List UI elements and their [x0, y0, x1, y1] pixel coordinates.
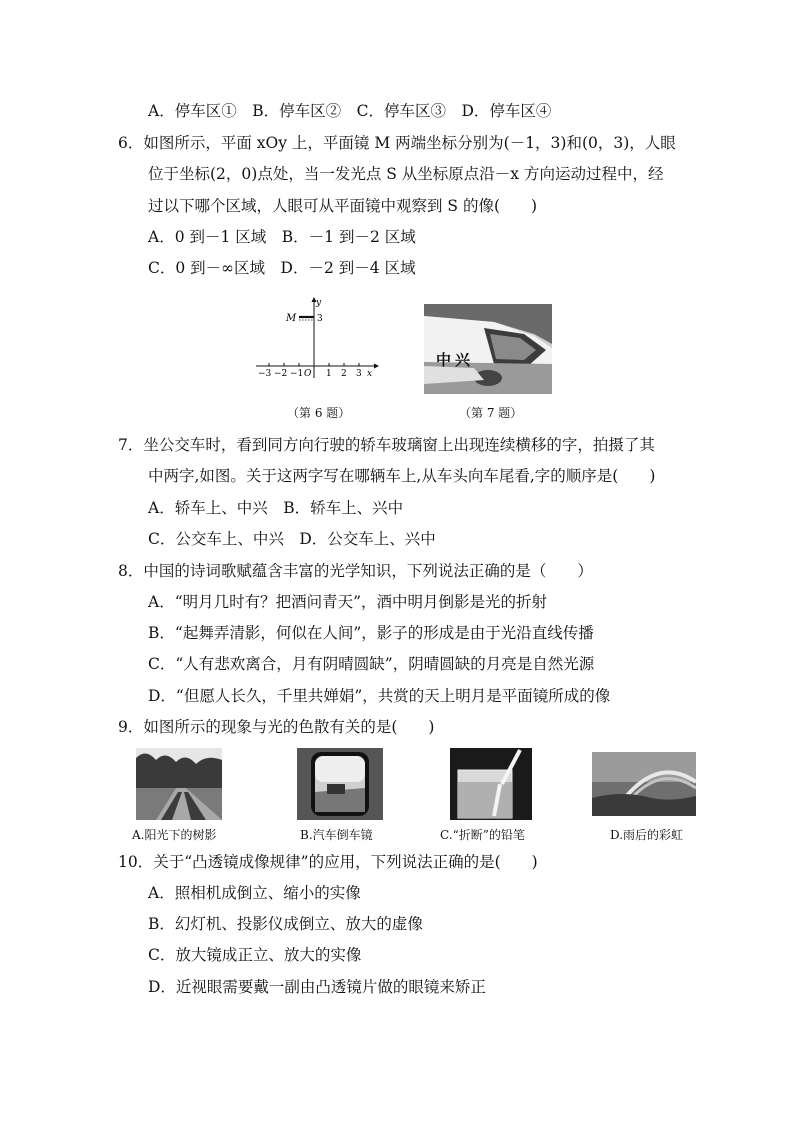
q6-figure-caption: （第 6 题） — [287, 406, 351, 420]
origin-label: O — [304, 369, 312, 379]
q5-options: A．停车区① B．停车区② C．停车区③ D．停车区④ — [148, 102, 552, 120]
q7-car-photo — [424, 304, 552, 394]
q10-option-d: D．近视眼需要戴一副由凸透镜片做的眼镜来矫正 — [148, 978, 486, 996]
x-tick-label: −3 — [258, 369, 272, 379]
q7-figure-caption: （第 7 题） — [459, 406, 523, 420]
mirror-label: M — [286, 313, 297, 324]
x-tick-label: 1 — [326, 369, 332, 379]
q6-options-ab: A．0 到－1 区域 B．－1 到－2 区域 — [148, 228, 416, 246]
q10-option-b: B．幻灯机、投影仪成倒立、放大的虚像 — [148, 915, 423, 933]
q9-photo-rear-mirror — [297, 748, 383, 820]
y-tick-label: 3 — [317, 314, 323, 324]
y-axis-label: y — [316, 298, 322, 308]
x-axis-label: x — [367, 369, 373, 379]
q9-caption-c: C.“折断”的铅笔 — [440, 828, 525, 842]
q10-stem: 10．关于“凸透镜成像规律”的应用，下列说法正确的是( ) — [118, 853, 538, 871]
q7-options-cd: C．公交车上、中兴 D．公交车上、兴中 — [148, 530, 436, 548]
q7-stem-line1: 7．坐公交车时，看到同方向行驶的轿车玻璃窗上出现连续横移的字，拍摄了其 — [118, 436, 655, 454]
x-tick-label: 3 — [356, 369, 362, 379]
q9-caption-d: D.雨后的彩虹 — [610, 828, 684, 842]
q8-option-a: A．“明月几时有？把酒问青天”，酒中明月倒影是光的折射 — [148, 593, 548, 611]
q6-stem-line3: 过以下哪个区域，人眼可从平面镜中观察到 S 的像( ) — [148, 197, 538, 215]
q8-option-b: B．“起舞弄清影，何似在人间”，影子的形成是由于光沿直线传播 — [148, 624, 594, 642]
q8-option-c: C．“人有悲欢离合，月有阴晴圆缺”，阴晴圆缺的月亮是自然光源 — [148, 655, 595, 673]
q10-option-a: A．照相机成倒立、缩小的实像 — [148, 884, 361, 902]
q9-photo-tree-shadow — [136, 748, 222, 820]
q9-caption-a: A.阳光下的树影 — [132, 828, 217, 842]
q7-stem-line2: 中两字,如图。关于这两字写在哪辆车上,从车头向车尾看,字的顺序是( ) — [148, 467, 656, 485]
q6-stem-line1: 6．如图所示，平面 xOy 上，平面镜 M 两端坐标分别为(－1，3)和(0，3)，人眼 — [118, 134, 676, 152]
q8-stem: 8．中国的诗词歌赋蕴含丰富的光学知识，下列说法正确的是（ ） — [118, 562, 593, 580]
q6-coordinate-graph — [252, 294, 380, 380]
x-axis-arrow — [374, 364, 379, 369]
x-tick-label: 2 — [341, 369, 347, 379]
x-tick-label: −2 — [274, 369, 288, 379]
q8-option-d: D．“但愿人长久，千里共婵娟”，共赏的天上明月是平面镜所成的像 — [148, 687, 611, 705]
q6-stem-line2: 位于坐标(2，0)点处，当一发光点 S 从坐标原点沿－x 方向运动过程中，经 — [148, 165, 664, 183]
q10-option-c: C．放大镜成正立、放大的实像 — [148, 946, 362, 964]
q9-caption-b: B.汽车倒车镜 — [300, 828, 373, 842]
q7-options-ab: A．轿车上、中兴 B．轿车上、兴中 — [148, 499, 404, 517]
q9-photo-rainbow — [592, 752, 696, 816]
q9-stem: 9．如图所示的现象与光的色散有关的是( ) — [118, 718, 435, 736]
q9-photo-pencil-in-water — [450, 748, 532, 820]
q6-options-cd: C．0 到－∞区域 D．－2 到－4 区域 — [148, 259, 416, 277]
x-tick-label: −1 — [290, 369, 304, 379]
q7-photo-characters: 中兴 — [436, 351, 475, 369]
